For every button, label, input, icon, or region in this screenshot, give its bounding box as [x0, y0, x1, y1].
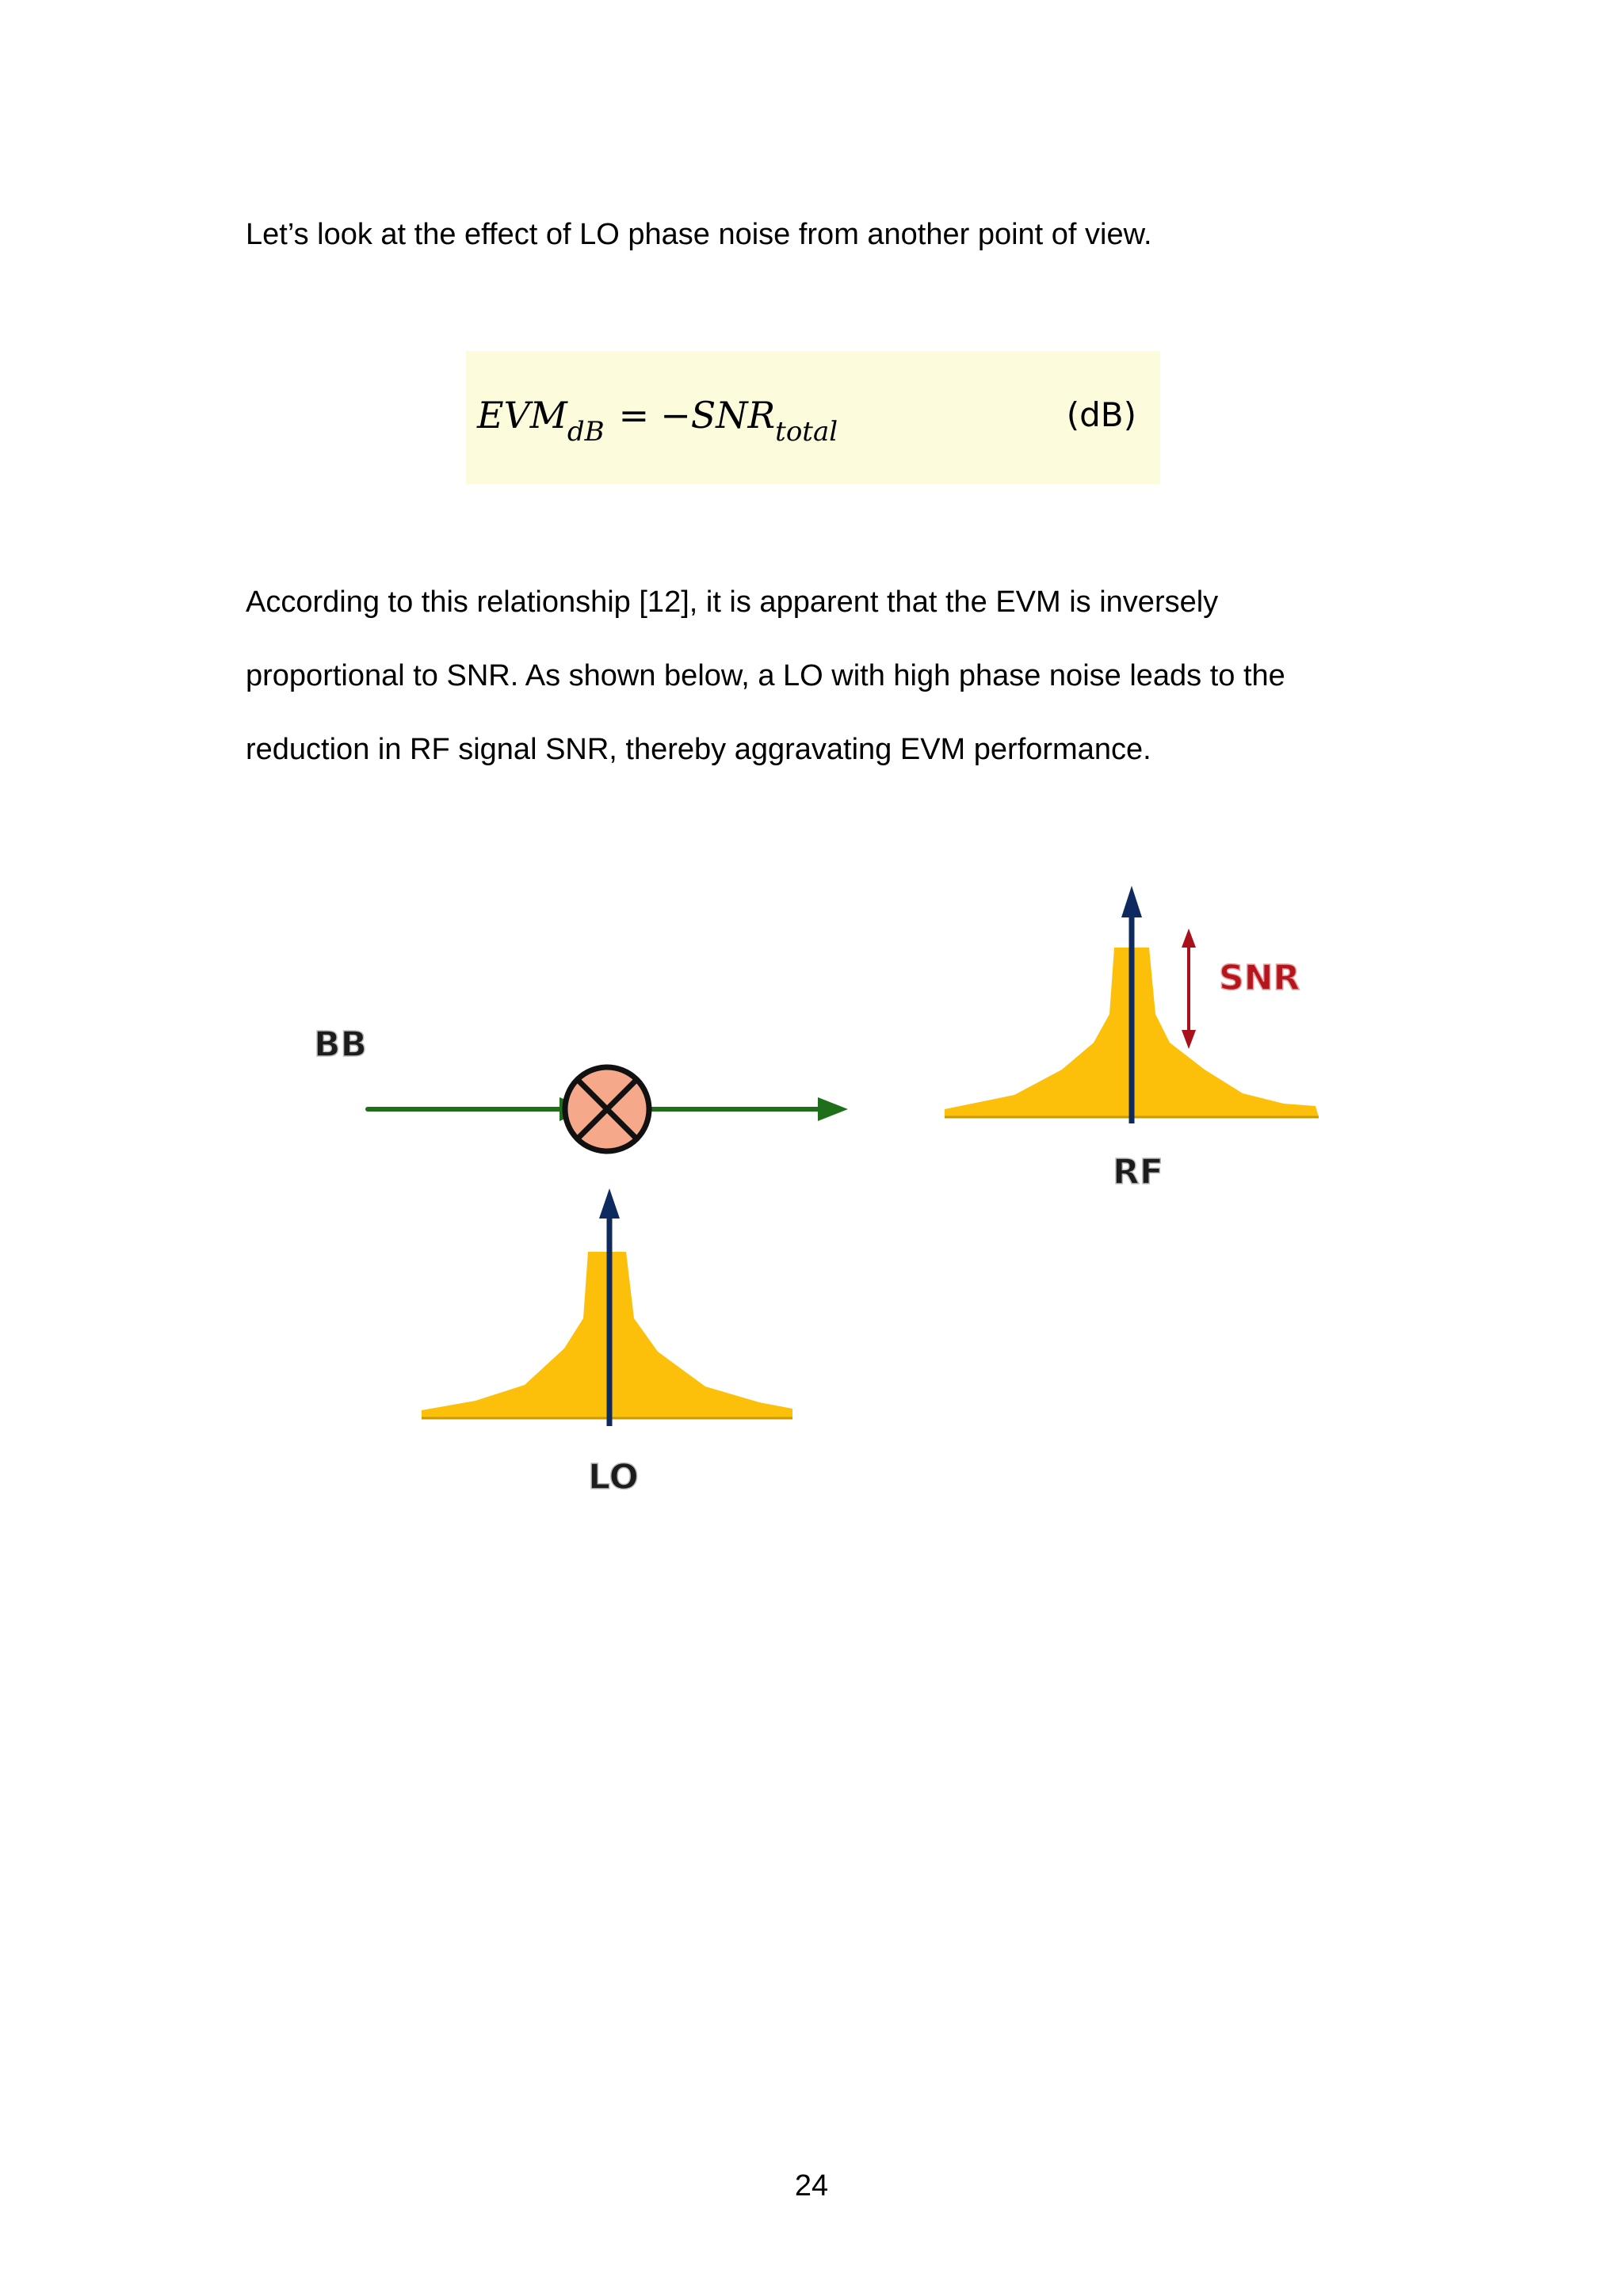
formula-equals: =: [618, 394, 650, 437]
snr-arrowhead-top: [1182, 929, 1196, 948]
formula-unit: (dB): [1066, 395, 1136, 434]
formula-lhs: EVM: [477, 394, 567, 437]
bb-label: BB: [314, 1024, 368, 1065]
page-number: 24: [794, 2169, 829, 2203]
rf-carrier-arrowhead: [1121, 886, 1142, 917]
lo-carrier-arrowhead: [599, 1188, 620, 1219]
rf-label: RF: [1113, 1152, 1163, 1192]
intro-text: Let’s look at the effect of LO phase noise from another point of view.: [246, 218, 1152, 251]
snr-label: SNR: [1219, 958, 1300, 998]
paragraph-line-1: According to this relationship [12], it is apparent that the EVM is inversely: [246, 585, 1219, 619]
paragraph-line-2: proportional to SNR. As shown below, a LO with high phase noise leads to the: [246, 659, 1285, 692]
formula-rhs-subscript: total: [775, 416, 838, 448]
lo-label: LO: [588, 1457, 639, 1497]
formula-lhs-subscript: dB: [567, 416, 605, 448]
snr-arrowhead-bottom: [1182, 1030, 1196, 1049]
formula-rhs: −SNR: [660, 394, 776, 437]
paragraph-line-3: reduction in RF signal SNR, thereby aggravating EVM performance.: [246, 733, 1151, 766]
mixer-icon: [565, 1067, 649, 1151]
rf-output-arrowhead: [818, 1097, 848, 1121]
